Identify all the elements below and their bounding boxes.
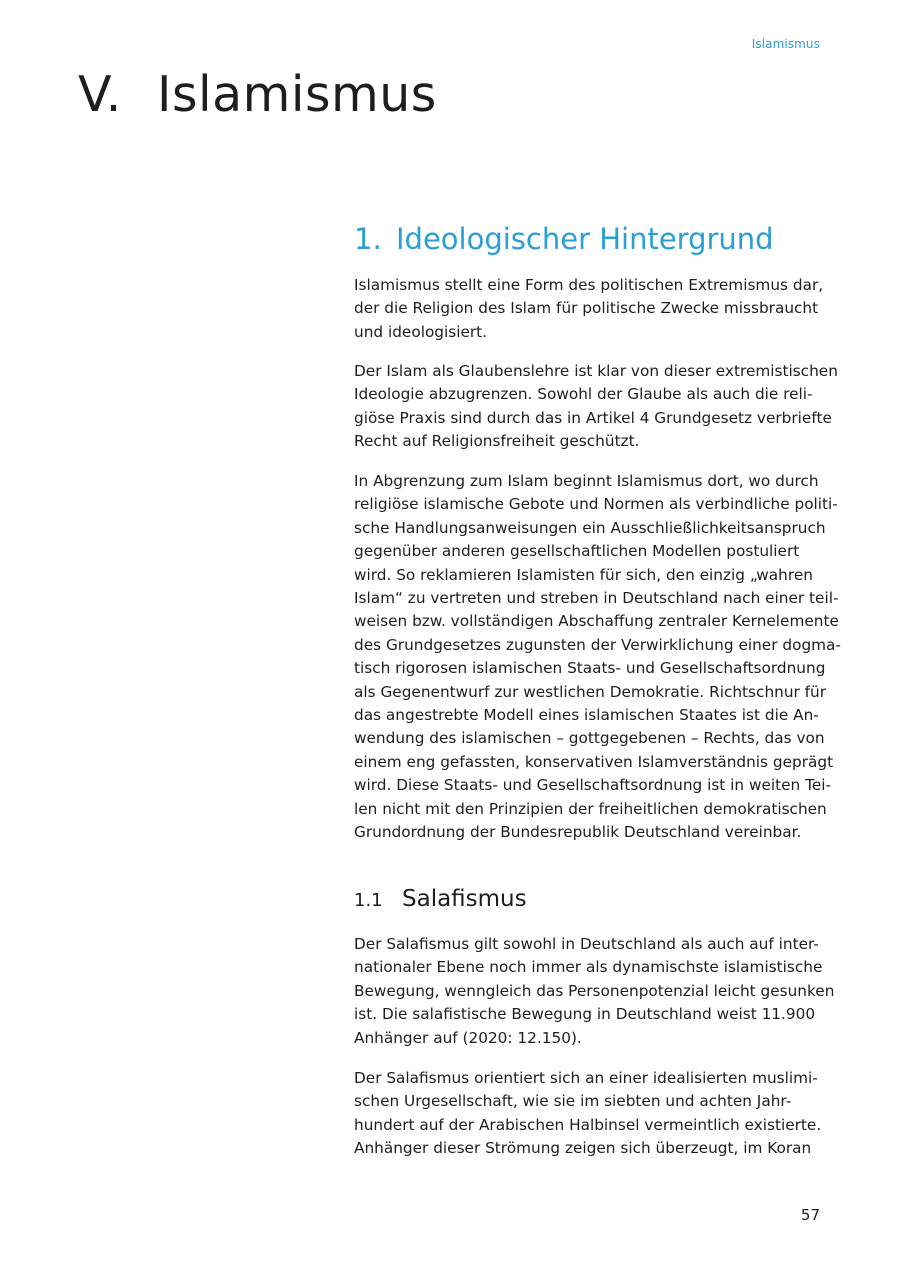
paragraph-line: Der Salafismus gilt sowohl in Deutschland als auch auf inter-	[354, 935, 819, 953]
paragraph-line: Islam“ zu vertreten und streben in Deutschland nach einer teil-	[354, 589, 839, 608]
chapter-number: V.	[78, 66, 122, 123]
paragraph-line: einem eng gefassten, konservativen Islamverständnis geprägt	[354, 752, 834, 771]
paragraph-line: wendung des islamischen – gottgegebenen – Rechts, das von	[354, 729, 825, 748]
paragraph-line: nationaler Ebene noch immer als dynamischste islamistische	[354, 958, 823, 977]
subsection-number: 1.1	[354, 890, 383, 911]
paragraph-3	[354, 470, 841, 845]
paragraph-line: Bewegung, wenngleich das Personenpotenzial leicht gesunken	[354, 981, 835, 1000]
paragraph-line: Anhänger dieser Strömung zeigen sich überzeugt, im Koran	[354, 1139, 812, 1158]
paragraph-1	[354, 274, 826, 344]
paragraph-2	[354, 360, 838, 454]
paragraph-line: Der Islam als Glaubenslehre ist klar von dieser extremistischen	[354, 362, 838, 380]
paragraph-line: Anhänger auf (2020: 12.150).	[354, 1028, 582, 1047]
paragraph-line: wird. Diese Staats- und Gesellschaftsordnung ist in weiten Tei-	[354, 776, 832, 795]
paragraph-line: schen Urgesellschaft, wie sie im siebten und achten Jahr-	[354, 1092, 792, 1111]
paragraph-line: sche Handlungsanweisungen ein Ausschließlichkeitsanspruch	[354, 518, 826, 537]
paragraph-line: In Abgrenzung zum Islam beginnt Islamismus dort, wo durch	[354, 472, 819, 490]
paragraph-4	[354, 933, 835, 1050]
paragraph-line: giöse Praxis sind durch das in Artikel 4 Grundgesetz verbriefte	[354, 408, 832, 427]
paragraph-line: weisen bzw. vollständigen Abschaffung zentraler Kernelemente	[354, 612, 839, 631]
paragraph-5	[354, 1067, 826, 1161]
paragraph-line: des Grundgesetzes zugunsten der Verwirklichung einer dogma-	[354, 635, 841, 654]
paragraph-line: tisch rigorosen islamischen Staats- und Gesellschaftsordnung	[354, 659, 826, 678]
running-header: Islamismus	[751, 37, 820, 51]
paragraph-line: als Gegenentwurf zur westlichen Demokratie. Richtschnur für	[354, 682, 827, 701]
section-title: Ideologischer Hintergrund	[396, 222, 774, 256]
paragraph-line: Der Salafismus orientiert sich an einer idealisierten muslimi-	[354, 1069, 818, 1087]
paragraph-line: Islamismus stellt eine Form des politischen Extremismus dar,	[354, 276, 824, 294]
paragraph-line: und ideologisiert.	[354, 322, 488, 341]
chapter-heading	[78, 66, 437, 123]
paragraph-line: hundert auf der Arabischen Halbinsel vermeintlich existierte.	[354, 1115, 822, 1134]
paragraph-line: wird. So reklamieren Islamisten für sich, den einzig „wahren	[354, 565, 813, 584]
paragraph-line: der die Religion des Islam für politische Zwecke missbraucht	[354, 299, 819, 318]
page-number: 57	[800, 1206, 820, 1224]
subsection-title: Salafismus	[402, 886, 527, 912]
section-number: 1.	[354, 222, 382, 256]
section-heading	[354, 222, 774, 256]
paragraph-line: Recht auf Religionsfreiheit geschützt.	[354, 432, 640, 451]
chapter-title: Islamismus	[157, 66, 437, 123]
paragraph-line: religiöse islamische Gebote und Normen als verbindliche politi-	[354, 495, 838, 514]
paragraph-line: ist. Die salafistische Bewegung in Deutschland weist 11.900	[354, 1005, 816, 1024]
paragraph-line: Grundordnung der Bundesrepublik Deutschland vereinbar.	[354, 823, 802, 842]
paragraph-line: das angestrebte Modell eines islamischen Staates ist die An-	[354, 706, 819, 725]
paragraph-line: Ideologie abzugrenzen. Sowohl der Glaube als auch die reli-	[354, 385, 813, 404]
subsection-heading	[354, 886, 527, 912]
paragraph-line: gegenüber anderen gesellschaftlichen Modellen postuliert	[354, 542, 800, 561]
paragraph-line: len nicht mit den Prinzipien der freiheitlichen demokratischen	[354, 799, 827, 818]
